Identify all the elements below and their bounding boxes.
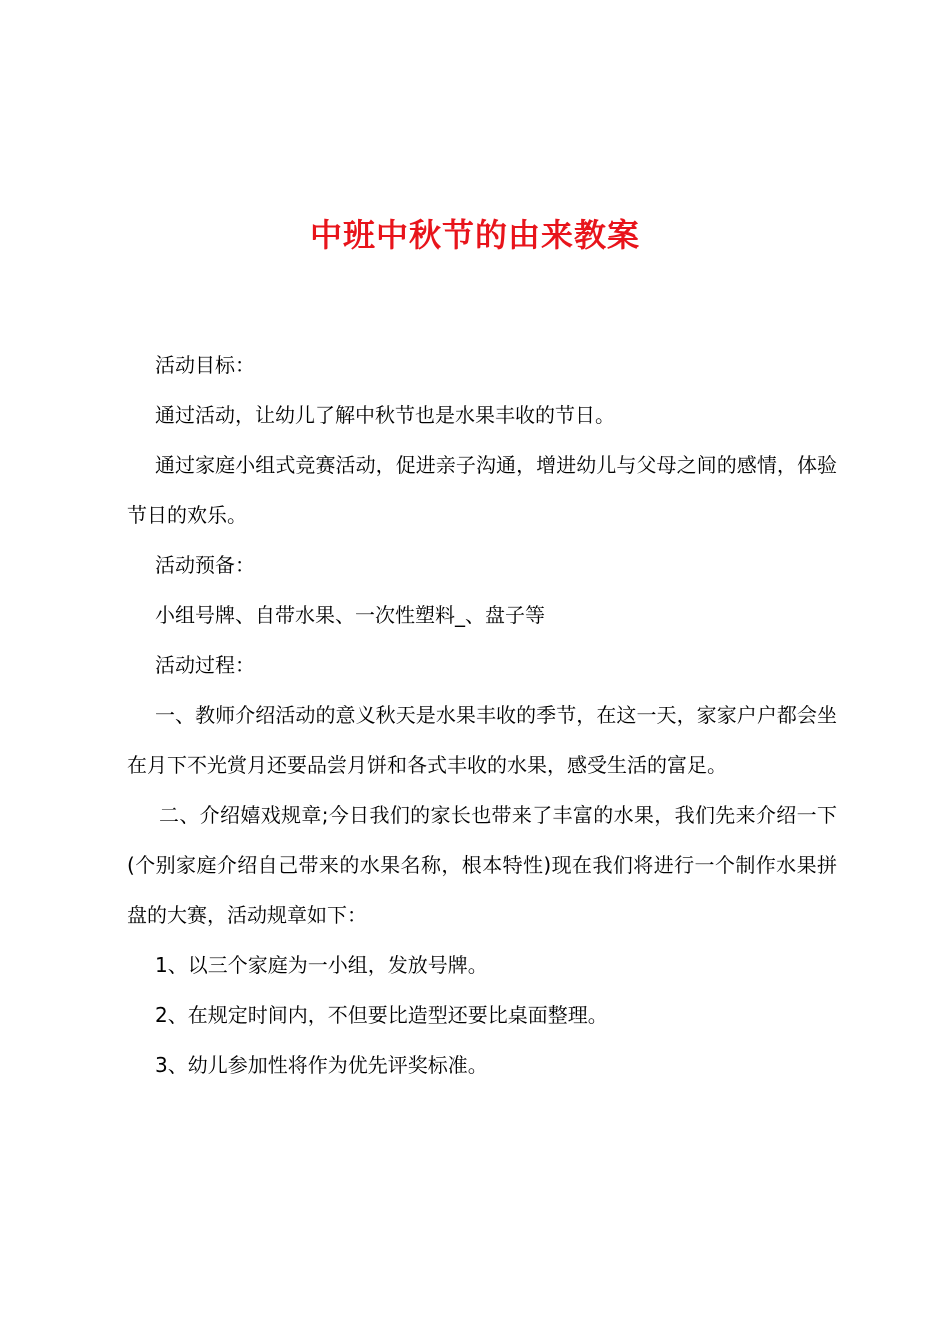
- rule-item-1: 1、以三个家庭为一小组，发放号牌。: [155, 953, 488, 977]
- process-step-2: 二、介绍嬉戏规章;今日我们的家长也带来了丰富的水果，我们先来介绍一下(个别家庭介绍自己带来的水果名称，根本特性)现在我们将进行一个制作水果拼盘的大赛，活动规章如下：: [127, 803, 837, 927]
- rule-item-3: 3、幼儿参加性将作为优先评奖标准。: [155, 1053, 488, 1077]
- goal-item-1: 通过活动，让幼儿了解中秋节也是水果丰收的节日。: [155, 403, 615, 427]
- section-heading-process: 活动过程：: [155, 653, 255, 677]
- goal-item-2: 通过家庭小组式竞赛活动，促进亲子沟通，增进幼儿与父母之间的感情，体验节日的欢乐。: [127, 453, 837, 527]
- document-body: [127, 340, 837, 1090]
- process-step-1: 一、教师介绍活动的意义秋天是水果丰收的季节，在这一天，家家户户都会坐在月下不光赏月还要品尝月饼和各式丰收的水果，感受生活的富足。: [127, 703, 837, 777]
- preparation-list: 小组号牌、自带水果、一次性塑料_、盘子等: [155, 603, 545, 627]
- section-heading-goals: 活动目标：: [155, 353, 255, 377]
- section-heading-preparation: 活动预备：: [155, 553, 255, 577]
- document-title: 中班中秋节的由来教案: [309, 216, 640, 254]
- rule-item-2: 2、在规定时间内，不但要比造型还要比桌面整理。: [155, 1003, 608, 1027]
